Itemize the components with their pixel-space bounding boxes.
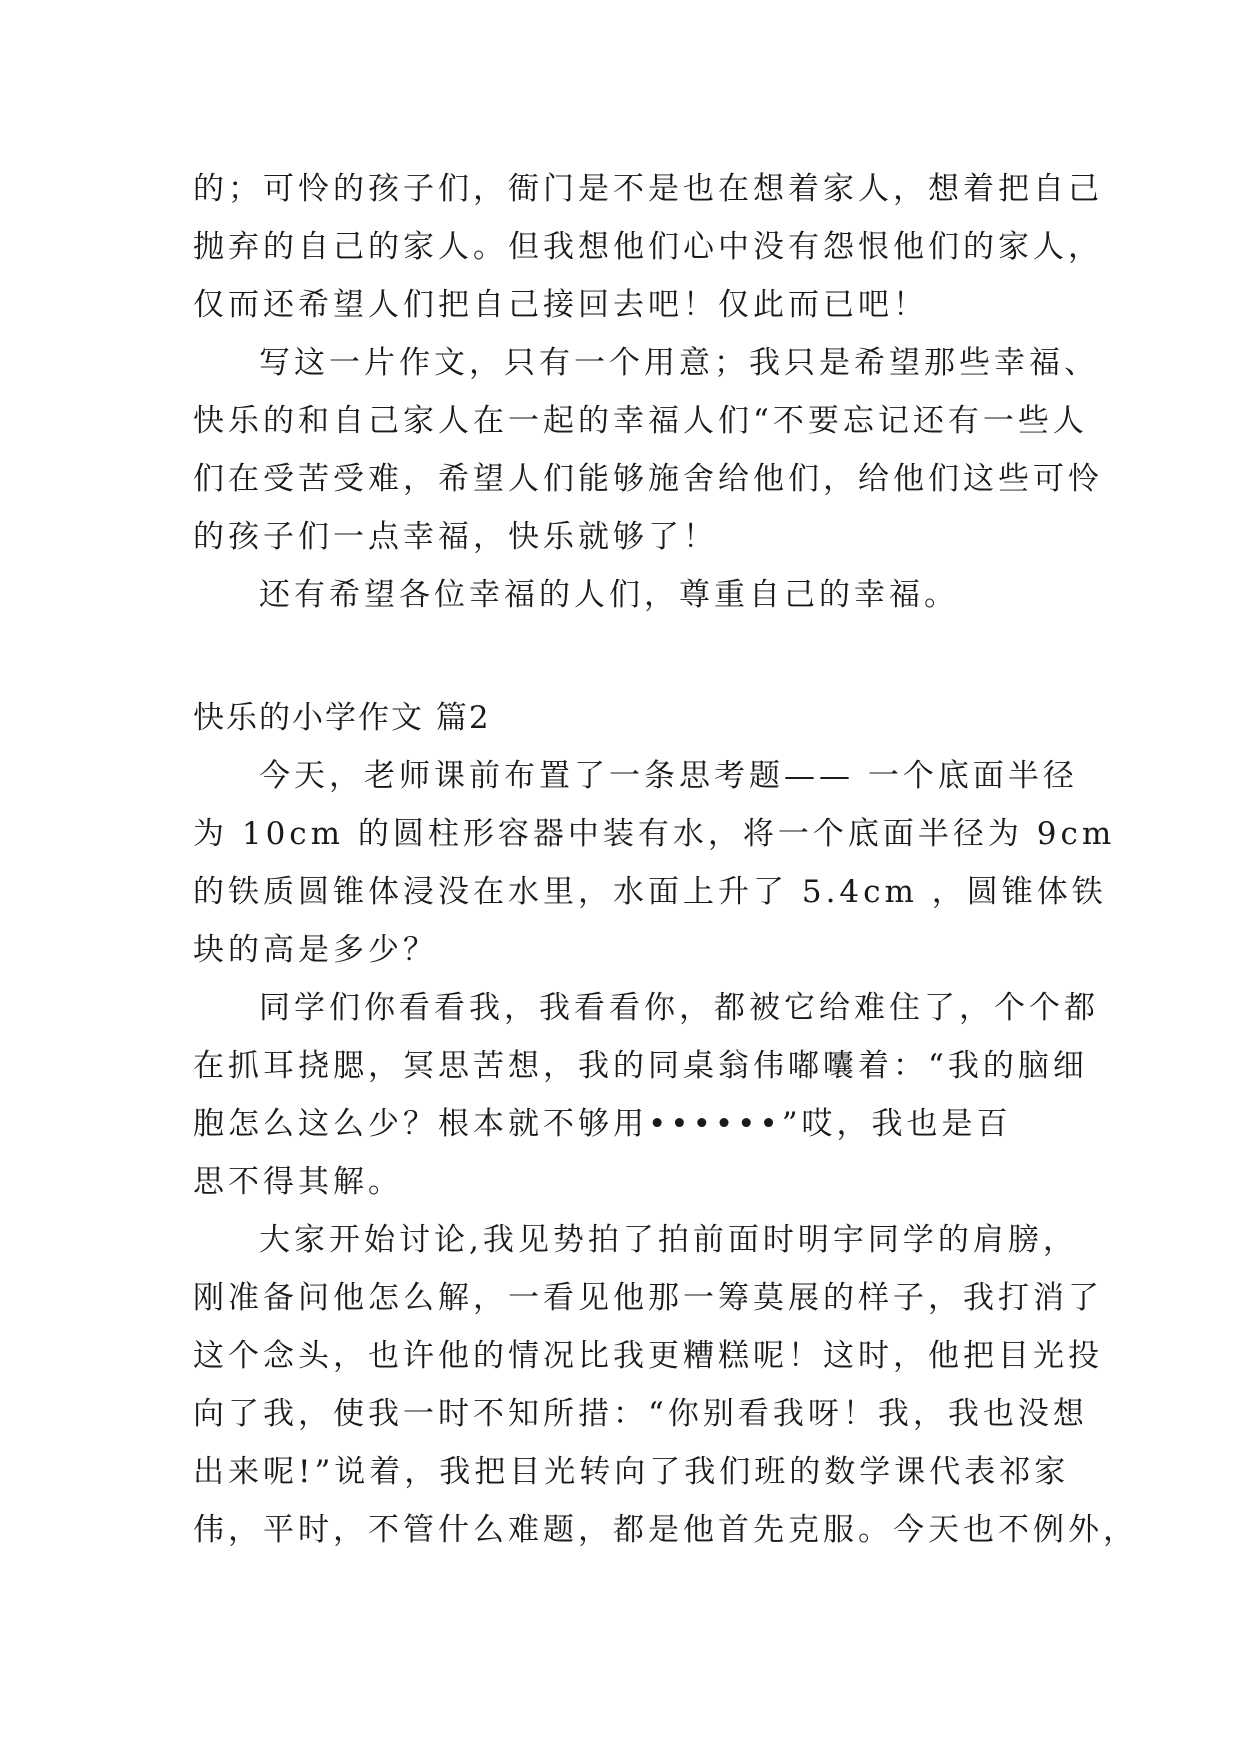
text-line: 的；可怜的孩子们，衙门是不是也在想着家人，想着把自己: [193, 171, 1103, 207]
text-line: 思不得其解。: [193, 1164, 403, 1200]
text-line: 的孩子们一点幸福，快乐就够了！: [193, 519, 718, 555]
paragraph: [193, 1211, 1138, 1559]
text-line: 的铁质圆锥体浸没在水里，水面上升了 5.4cm ，圆锥体铁: [193, 874, 1107, 910]
paragraph: [193, 566, 1058, 624]
text-line: 伟，平时，不管什么难题，都是他首先克服。今天也不例外，: [193, 1512, 1138, 1548]
paragraph: [193, 160, 1103, 334]
text-line: 为 10cm 的圆柱形容器中装有水，将一个底面半径为 9cm: [193, 816, 1116, 852]
text-line: 写这一片作文，只有一个用意；我只是希望那些幸福、: [259, 345, 1099, 381]
text-line: 出来呢!”说着，我把目光转向了我们班的数学课代表祁家: [193, 1454, 1070, 1490]
paragraph: [193, 979, 1099, 1211]
text-line: 大家开始讨论,我见势拍了拍前面时明宇同学的肩膀，: [259, 1222, 1078, 1258]
text-line: 抛弃的自己的家人。但我想他们心中没有怨恨他们的家人，: [193, 229, 1103, 265]
text-line: 刚准备问他怎么解，一看见他那一筹莫展的样子，我打消了: [193, 1280, 1103, 1316]
text-line: 块的高是多少？: [193, 932, 438, 968]
text-line: 今天，老师课前布置了一条思考题—— 一个底面半径: [259, 758, 1078, 794]
text-line: 们在受苦受难，希望人们能够施舍给他们，给他们这些可怜: [193, 461, 1103, 497]
paragraph: [193, 747, 1116, 979]
text-line: 这个念头，也许他的情况比我更糟糕呢！这时，他把目光投: [193, 1338, 1103, 1374]
paragraph: [193, 334, 1103, 566]
text-line: 仅而还希望人们把自己接回去吧！仅此而已吧！: [193, 287, 928, 323]
text-line: 同学们你看看我，我看看你，都被它给难住了，个个都: [259, 990, 1099, 1026]
text-line: 胞怎么这么少？根本就不够用••••••”哎，我也是百: [193, 1106, 1012, 1142]
text-line: 向了我，使我一时不知所措：“你别看我呀！我，我也没想: [193, 1396, 1088, 1432]
text-line: 还有希望各位幸福的人们，尊重自己的幸福。: [259, 577, 959, 613]
section-heading: 快乐的小学作文 篇2: [193, 700, 491, 736]
text-line: 快乐的和自己家人在一起的幸福人们“不要忘记还有一些人: [193, 403, 1088, 439]
section-gap: [193, 624, 1058, 689]
document-page: [193, 160, 1138, 1559]
text-line: 在抓耳挠腮，冥思苦想，我的同桌翁伟嘟囔着：“我的脑细: [193, 1048, 1088, 1084]
